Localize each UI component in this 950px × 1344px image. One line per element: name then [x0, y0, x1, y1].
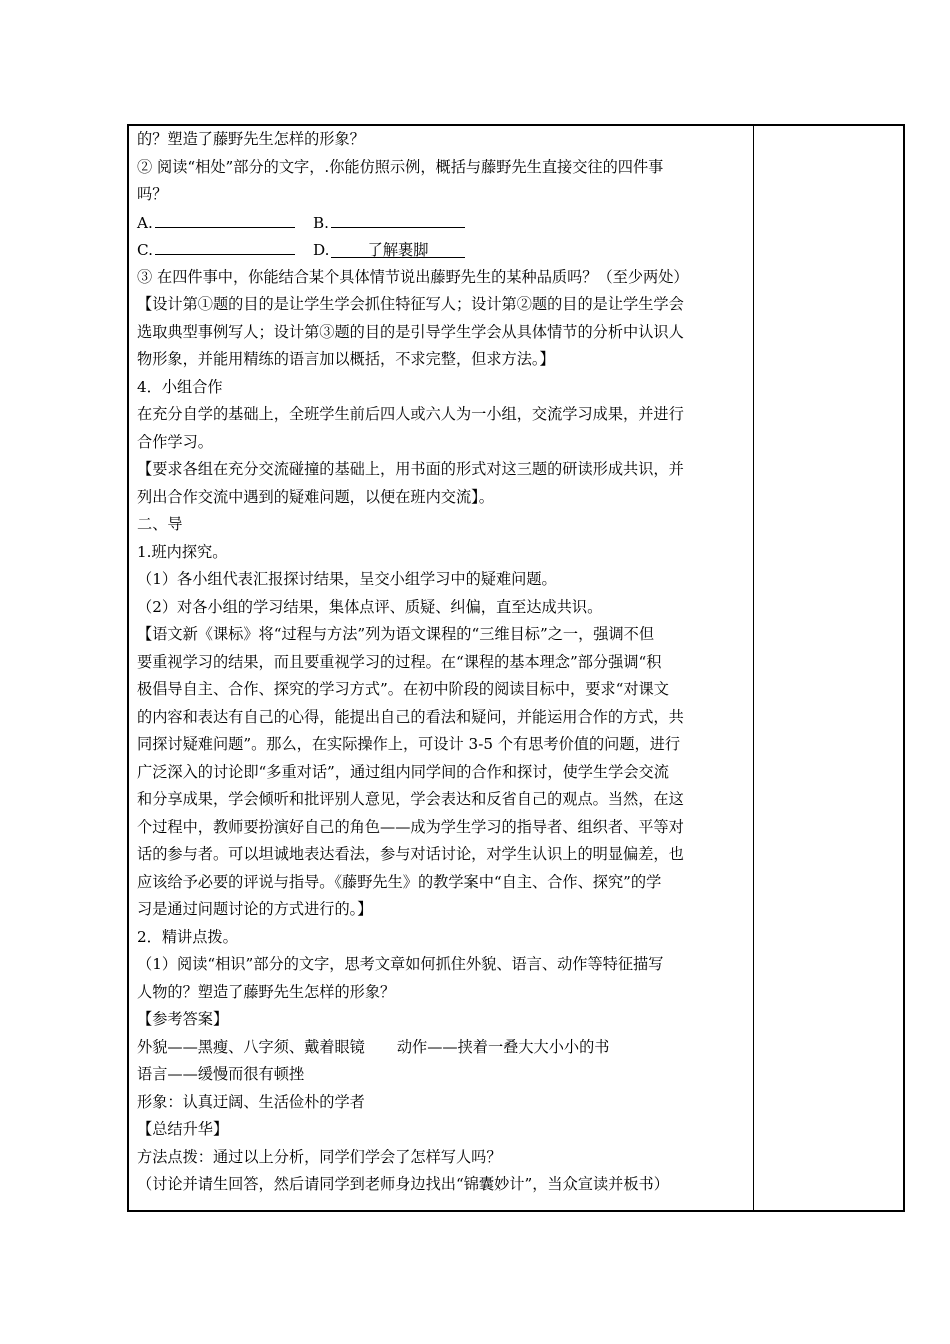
summary-heading: 【总结升华】 [137, 1120, 229, 1138]
lesson-table [127, 124, 905, 1212]
text-line: （讨论并请生回答，然后请同学到老师身边找出“锦囊妙计”，当众宣读并板书） [137, 1175, 669, 1193]
text-line: （2）对各小组的学习结果，集体点评、质疑、纠偏，直至达成共识。 [137, 597, 603, 616]
blank-b[interactable] [331, 209, 465, 228]
text-line: ② 阅读“相处”部分的文字，.你能仿照示例，概括与藤野先生直接交往的四件事 [137, 157, 664, 176]
column-divider [753, 126, 754, 1210]
answer-appearance: 外貌——黑瘦、八字须、戴着眼镜 [137, 1037, 365, 1056]
text-line: 习是通过问题讨论的方式进行的。】 [137, 900, 373, 918]
section-heading: 2．精讲点拨。 [137, 927, 238, 946]
text-line: 吗？ [137, 185, 168, 203]
text-line: 合作学习。 [137, 432, 213, 451]
text-line: 的？塑造了藤野先生怎样的形象？ [137, 130, 365, 148]
answer-heading: 【参考答案】 [137, 1010, 229, 1028]
text-line: 应该给予必要的评说与指导。《藤野先生》的教学案中“自主、合作、探究”的学 [137, 872, 662, 891]
text-line: 广泛深入的讨论即“多重对话”，通过组内同学间的合作和探讨，使学生学会交流 [137, 762, 669, 781]
blank-label-c: C. [137, 241, 153, 259]
text-line: 【语文新《课标》将“过程与方法”列为语文课程的“三维目标”之一，强调不但 [137, 625, 655, 643]
section-heading: 二、导 [137, 515, 183, 533]
blank-label-d: D. [313, 241, 330, 259]
blank-label-a: A. [137, 213, 153, 232]
text-line: （1）各小组代表汇报探讨结果，呈交小组学习中的疑难问题。 [137, 570, 557, 588]
text-line: （1）阅读“相识”部分的文字，思考文章如何抓住外貌、语言、动作等特征描写 [137, 955, 664, 973]
text-line: 同探讨疑难问题”。那么，在实际操作上，可设计 3-5 个有思考价值的问题，进行 [137, 735, 681, 753]
blank-row-cd [137, 236, 751, 264]
answer-action: 动作——挟着一叠大大小小的书 [396, 1037, 610, 1056]
blank-label-b: B. [313, 213, 329, 232]
lesson-content-cell [137, 126, 751, 1199]
text-line: 选取典型事例写人；设计第③题的目的是引导学生学会从具体情节的分析中认识人 [137, 322, 684, 341]
section-heading: 4．小组合作 [137, 377, 223, 396]
text-line: 和分享成果，学会倾听和批评别人意见，学会表达和反省自己的观点。当然，在这 [137, 790, 684, 808]
blank-c[interactable] [155, 236, 295, 255]
text-line: 在充分自学的基础上，全班学生前后四人或六人为一小组，交流学习成果，并进行 [137, 405, 684, 423]
text-line: 语言——缓慢而很有顿挫 [137, 1065, 305, 1083]
text-line: 的内容和表达有自己的心得，能提出自己的看法和疑问，并能运用合作的方式，共 [137, 707, 684, 726]
text-line: 要重视学习的结果，而且要重视学习的过程。在“课程的基本理念”部分强调“积 [137, 652, 662, 671]
text-line: 形象：认真迂阔、生活俭朴的学者 [137, 1092, 365, 1111]
text-line: 方法点拨：通过以上分析，同学们学会了怎样写人吗？ [137, 1147, 502, 1166]
blank-d[interactable]: 了解裹脚 [331, 239, 465, 258]
text-line: 【设计第①题的目的是让学生学会抓住特征写人；设计第②题的目的是让学生学会 [137, 295, 684, 313]
blank-row-ab [137, 209, 751, 237]
text-line: 物形象，并能用精练的语言加以概括，不求完整，但求方法。】 [137, 350, 555, 368]
text-line: 列出合作交流中遇到的疑难问题，以便在班内交流】。 [137, 487, 494, 506]
text-line: ③ 在四件事中，你能结合某个具体情节说出藤野先生的某种品质吗？（至少两处） [137, 267, 689, 286]
answer-line-appearance-action [137, 1034, 751, 1062]
section-heading: 1.班内探究。 [137, 542, 228, 561]
text-line: 个过程中，教师要扮演好自己的角色——成为学生学习的指导者、组织者、平等对 [137, 817, 684, 836]
text-line: 话的参与者。可以坦诚地表达看法，参与对话讨论，对学生认识上的明显偏差，也 [137, 845, 684, 863]
blank-a[interactable] [155, 209, 295, 228]
text-line: 人物的？塑造了藤野先生怎样的形象？ [137, 982, 396, 1001]
text-line: 【要求各组在充分交流碰撞的基础上，用书面的形式对这三题的研读形成共识，并 [137, 460, 684, 478]
text-line: 极倡导自主、合作、探究的学习方式”。在初中阶段的阅读目标中，要求“对课文 [137, 680, 669, 698]
